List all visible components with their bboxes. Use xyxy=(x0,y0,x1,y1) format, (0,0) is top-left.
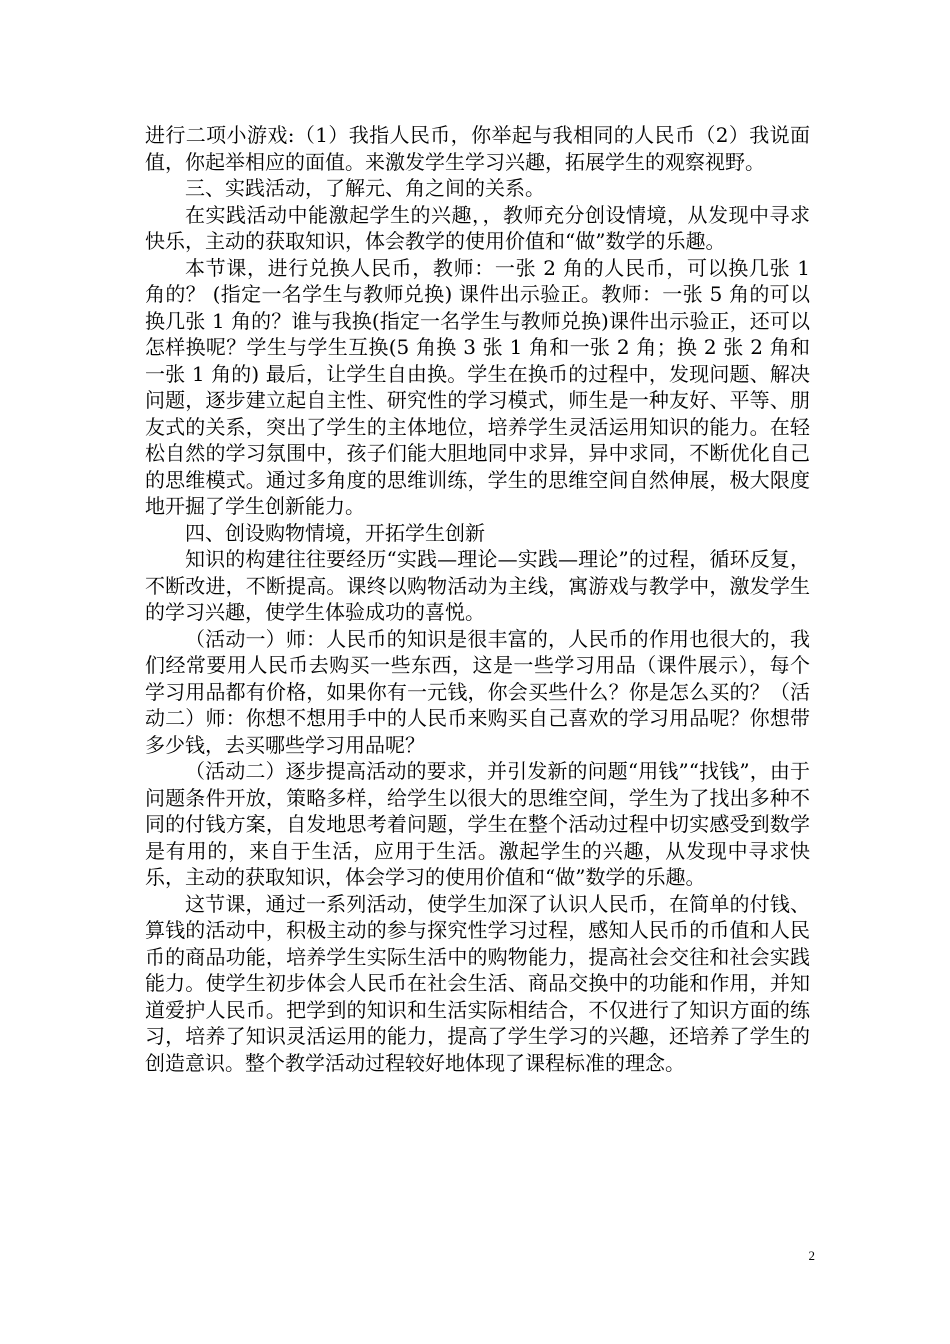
document-body xyxy=(145,122,810,1076)
paragraph-activity-two: （活动二）逐步提高活动的要求，并引发新的问题“用钱”“找钱”，由于问题条件开放，策略多样，给学生以很大的思维空间，学生为了找出多种不同的付钱方案，自发地思考着问题，学生在整个活动过程中切实感受到数学是有用的，来自于生活，应用于生活。激起学生的兴趣，从发现中寻求快乐，主动的获取知识，体会学习的使用价值和“做”数学的乐趣。 xyxy=(145,759,810,889)
page-number: 2 xyxy=(808,1248,815,1263)
paragraph-activity-one: （活动一）师：人民币的知识是很丰富的，人民币的作用也很大的，我们经常要用人民币去购买一些东西，这是一些学习用品（课件展示），每个学习用品都有价格，如果你有一元钱，你会买些什么？你是怎么买的？（活动二）师：你想不想用手中的人民币来购买自己喜欢的学习用品呢？你想带多少钱，去买哪些学习用品呢？ xyxy=(145,626,810,757)
paragraph-exchange-money: 本节课，进行兑换人民币，教师：一张 2 角的人民币，可以换几张 1 角的？ (指定一名学生与教师兑换) 课件出示验正。教师：一张 5 角的可以换几张 1 角的？谁与我换(指定一名学生与教师兑换)课件出示验正，还可以怎样换呢？学生与学生互换(5 角换 3 张 1 角和一张 2 角；换 2 张 2 角和一张 1 角的) 最后，让学生自由换。学生在换币的过程中，发现问题、解决问题，逐步建立起自主性、研究性的学习模式，师生是一种友好、平等、朋友式的关系，突出了学生的主体地位，培养学生灵活运用知识的能力。在轻松自然的学习氛围中，孩子们能大胆地同中求异，异中求同，不断优化自己的思维模式。通过多角度的思维训练，学生的思维空间自然伸展，极大限度地开掘了学生创新能力。 xyxy=(145,255,810,518)
paragraph-practice-interest: 在实践活动中能激起学生的兴趣，，教师充分创设情境，从发现中寻求快乐，主动的获取知识，体会教学的使用价值和“做”数学的乐趣。 xyxy=(145,202,810,253)
paragraph-knowledge-construction: 知识的构建往往要经历“实践—理论—实践—理论”的过程，循环反复，不断改进，不断提高。课终以购物活动为主线，寓游戏与教学中，激发学生的学习兴趣，使学生体验成功的喜悦。 xyxy=(145,547,810,624)
paragraph-intro-games: 进行二项小游戏:（1）我指人民币，你举起与我相同的人民币（2）我说面值，你起举相应的面值。来激发学生学习兴趣，拓展学生的观察视野。 xyxy=(145,123,810,174)
section-heading-shopping-scenario: 四、创设购物情境，开拓学生创新 xyxy=(185,520,485,545)
section-heading-practice-activity: 三、实践活动，了解元、角之间的关系。 xyxy=(185,176,545,200)
paragraph-lesson-summary: 这节课，通过一系列活动，使学生加深了认识人民币，在简单的付钱、算钱的活动中，积极主动的参与探究性学习过程，感知人民币的币值和人民币的商品功能，培养学生实际生活中的购物能力，提高社会交往和社会实践能力。使学生初步体会人民币在社会生活、商品交换中的功能和作用，并知道爱护人民币。把学到的知识和生活实际相结合，不仅进行了知识方面的练习，培养了知识灵活运用的能力，提高了学生学习的兴趣，还培养了学生的创造意识。整个教学活动过程较好地体现了课程标准的理念。 xyxy=(145,891,810,1075)
